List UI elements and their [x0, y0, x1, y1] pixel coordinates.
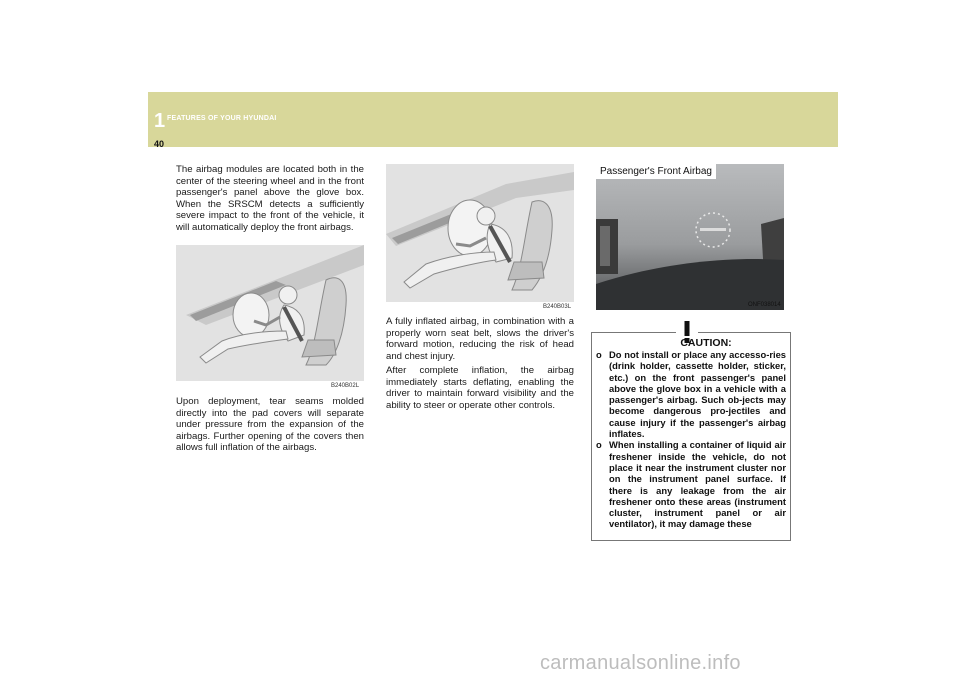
dashboard-photo-illustration [596, 164, 784, 310]
caution-box [591, 332, 791, 541]
caution-bullet: o [596, 349, 602, 360]
photo-code: ONF038014 [748, 302, 781, 308]
passenger-airbag-photo [596, 164, 784, 310]
chapter-number: 1 [154, 110, 166, 132]
caution-item [596, 439, 786, 529]
caution-bullet: o [596, 439, 602, 451]
figure-driver-airbag-inflated [386, 164, 574, 302]
intro-paragraph: The airbag modules are located both in the center of the steering wheel and in the front passenger's panel above the glove box. When the SRSCM detects a sufficiently severe impact to the front of the vehicle, it will automatically deploy the front airbags. [176, 164, 364, 233]
deployment-paragraph: Upon deployment, tear seams molded directly into the pad covers will separate under pressure from the expansion of the airbags. Further opening of the covers then allows full inflation of the airbags. [176, 396, 364, 454]
inflation-paragraph: A fully inflated airbag, in combination with a properly worn seat belt, slows the driver's forward motion, reducing the risk of head and chest injury. [386, 316, 574, 362]
airbag-inflated-illustration [386, 164, 574, 302]
watermark: carmanualsonline.info [540, 652, 741, 674]
page-number: 40 [154, 139, 165, 149]
caution-title: CAUTION: [680, 337, 732, 349]
caution-item [596, 349, 786, 439]
deflation-paragraph: After complete inflation, the airbag immediately starts deflating, enabling the driver to maintain forward visibility and the ability to steer or operate other controls. [386, 365, 574, 411]
figure-driver-airbag-deploying [176, 245, 364, 381]
caution-item-text: When installing a container of liquid air freshener inside the vehicle, do not place it near the instrument cluster nor on the instrument panel surface. If there is any leakage from the air freshener onto these areas (instrument cluster, instrument panel or air ventilator), it may damage these [609, 439, 786, 530]
photo-label: Passenger's Front Airbag [596, 164, 716, 179]
caution-list [596, 349, 786, 530]
chapter-title: FEATURES OF YOUR HYUNDAI [167, 115, 277, 122]
airbag-deploying-illustration [176, 245, 364, 381]
figure-code: B240B03L [543, 304, 572, 310]
caution-item-text: Do not install or place any accesso-ries (drink holder, cassette holder, sticker, etc.) on the front passenger's panel above the glove box in a vehicle with a passenger's airbag. Such ob-jects may become dangerous pro-jectiles and cause injury if the passenger's airbag inflates. [609, 349, 786, 440]
figure-code: B240B02L [331, 383, 360, 389]
